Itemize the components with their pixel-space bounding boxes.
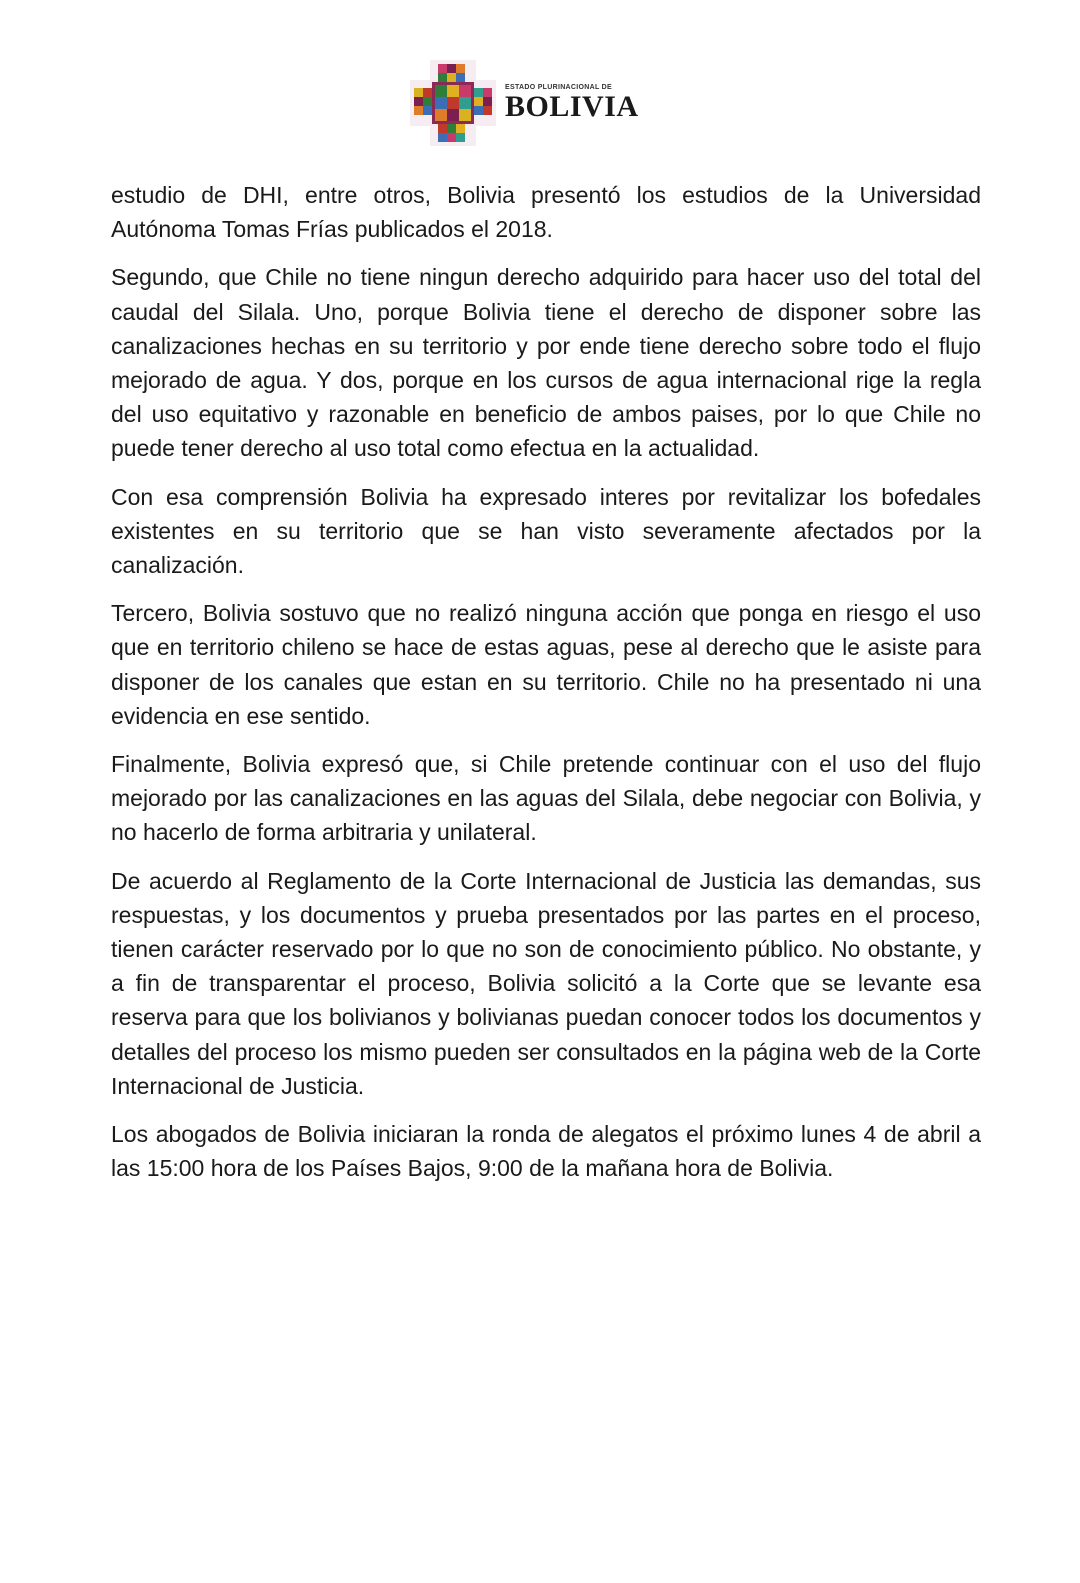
logo-subtitle: ESTADO PLURINACIONAL DE xyxy=(505,84,612,91)
page-header xyxy=(0,58,1080,150)
paragraph-alegatos: Los abogados de Bolivia iniciaran la ronda de alegatos el próximo lunes 4 de abril a las 15:00 hora de los Países Bajos, 9:00 de la mañana hora de Bolivia. xyxy=(111,1121,981,1182)
paragraph-dhi-studies: estudio de DHI, entre otros, Bolivia presentó los estudios de la Universidad Autónoma Tomas Frías publicados el 2018. xyxy=(111,182,981,243)
paragraph-finalmente: Finalmente, Bolivia expresó que, si Chile pretende continuar con el uso del flujo mejorado por las canalizaciones en las aguas del Silala, debe negociar con Bolivia, y no hacerlo de forma arbitraria y unilateral. xyxy=(111,751,981,846)
logo-title: BOLIVIA xyxy=(505,90,639,123)
bolivia-logo-text xyxy=(505,84,645,122)
paragraph-segundo: Segundo, que Chile no tiene ningun derecho adquirido para hacer uso del total del caudal del Silala. Uno, porque Bolivia tiene el derecho de disponer sobre las canalizaciones hechas en su territorio y por ende tiene derecho sobre todo el flujo mejorado de agua. Y dos, porque en los cursos de agua internacional rige la regla del uso equitativo y razonable en beneficio de ambos paises, por lo que Chile no puede tener derecho al uso total como efectua en la actualidad. xyxy=(111,264,981,462)
paragraph-tercero: Tercero, Bolivia sostuvo que no realizó ninguna acción que ponga en riesgo el uso que en territorio chileno se hace de estas aguas, pese al derecho que le asiste para disponer de los canales que estan en su territorio. Chile no ha presentado ni una evidencia en ese sentido. xyxy=(111,600,981,729)
paragraph-bofedales: Con esa comprensión Bolivia ha expresado interes por revitalizar los bofedales existentes en su territorio que se han visto severamente afectados por la canalización. xyxy=(111,483,981,579)
paragraph-reglamento: De acuerdo al Reglamento de la Corte Internacional de Justicia las demandas, sus respuestas, y los documentos y prueba presentados por las partes en el proceso, tienen carácter reservado por lo que no son de conocimiento público. No obstante, y a fin de transparentar el proceso, Bolivia solicitó a la Corte que se levante esa reserva para que los bolivianos y bolivianas puedan conocer todos los documentos y detalles del proceso los mismo pueden ser consultados en la página web de la Corte Internacional de Justicia. xyxy=(111,867,981,1099)
bolivia-wiphala-emblem-icon xyxy=(408,58,498,148)
document-body xyxy=(111,178,981,1199)
